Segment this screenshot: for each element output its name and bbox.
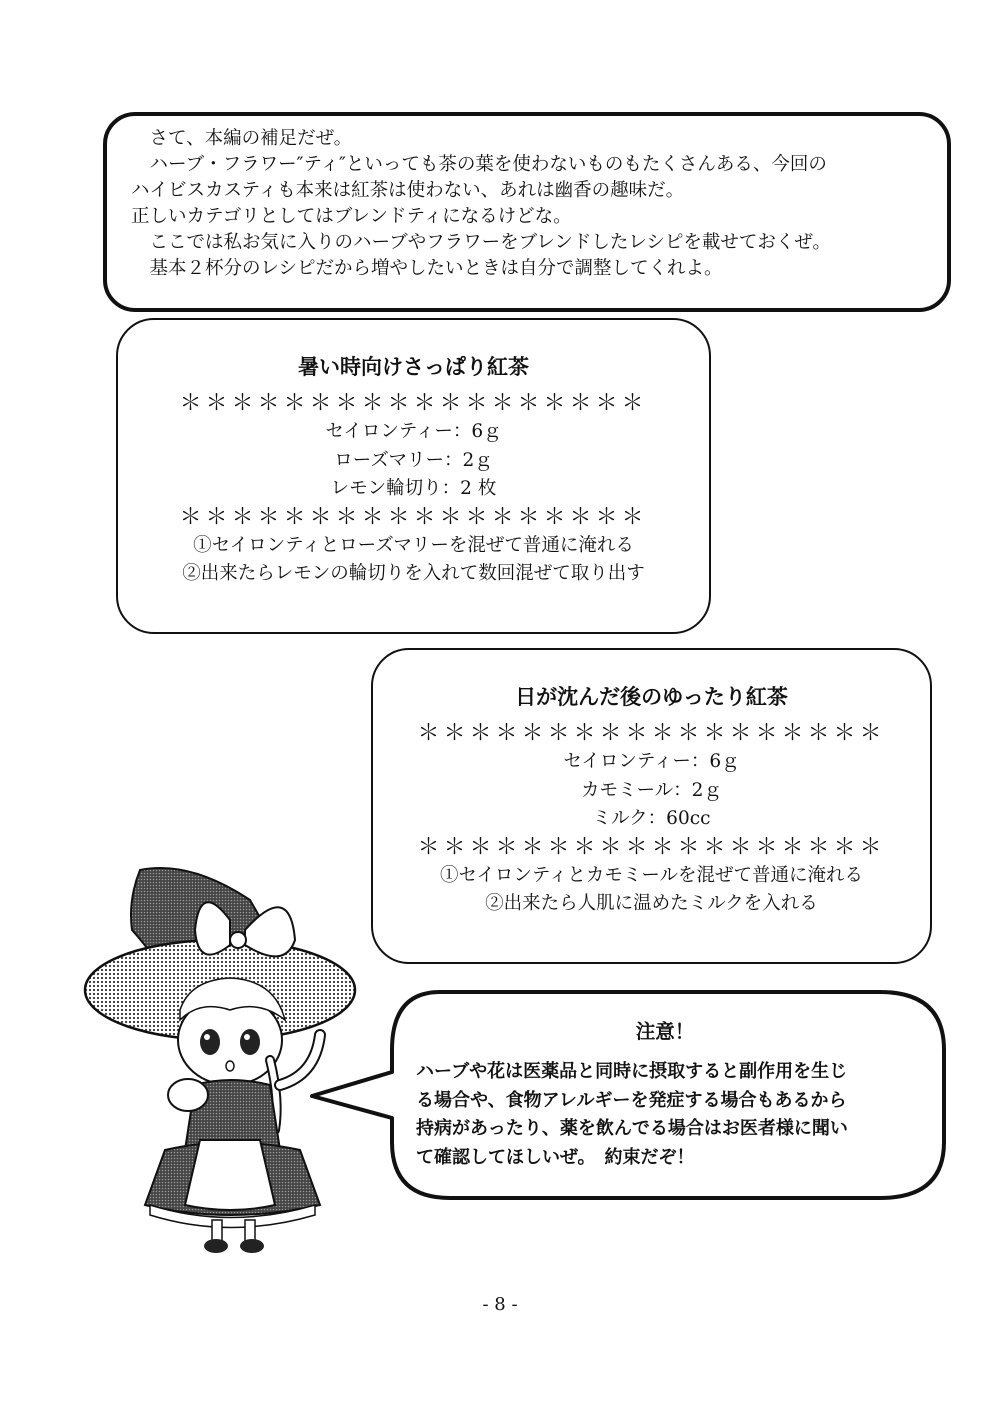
- star-divider: ＊＊＊＊＊＊＊＊＊＊＊＊＊＊＊＊＊＊: [179, 391, 648, 416]
- recipe-step: ①セイロンティとカモミールを混ぜて普通に淹れる: [439, 864, 864, 886]
- note-line: ハーブや花は医薬品と同時に摂取すると副作用を生じ: [416, 1061, 848, 1082]
- ingredient: ローズマリー：2ｇ: [334, 449, 493, 471]
- recipe-title: 日が沈んだ後のゆったり紅茶: [515, 685, 788, 709]
- intro-line: さて、本編の補足だぜ。: [131, 128, 353, 149]
- ingredient: セイロンティー：6ｇ: [563, 751, 740, 772]
- ingredient: ミルク：60cc: [592, 808, 711, 829]
- recipe-title: 暑い時向けさっぱり紅茶: [298, 355, 529, 379]
- ingredient: セイロンティー：6ｇ: [325, 421, 502, 442]
- star-divider: ＊＊＊＊＊＊＊＊＊＊＊＊＊＊＊＊＊＊: [417, 721, 886, 746]
- recipe-step: ①セイロンティとローズマリーを混ぜて普通に淹れる: [193, 534, 634, 556]
- intro-line: ハーブ・フラワー″ティ″といっても茶の葉を使わないものもたくさんある、今回の: [131, 154, 827, 175]
- note-line: る場合や、食物アレルギーを発症する場合もあるから: [416, 1089, 847, 1111]
- note-line: 持病があったり、薬を飲んでる場合はお医者様に聞い: [416, 1118, 848, 1139]
- ingredient: レモン輪切り：2 枚: [330, 478, 497, 499]
- recipe-step: ②出来たらレモンの輪切りを入れて数回混ぜて取り出す: [182, 563, 645, 584]
- intro-line: ハイビスカスティも本来は紅茶は使わない、あれは幽香の趣味だ。: [131, 180, 685, 201]
- note-title: 注意！: [635, 1020, 695, 1043]
- note-line: て確認してほしいぜ。 約束だぞ！: [416, 1146, 695, 1168]
- intro-line: 正しいカテゴリとしてはブレンドティになるけどな。: [131, 206, 572, 227]
- intro-line: ここでは私お気に入りのハーブやフラワーをブレンドしたレシピを載せておくぜ。: [131, 232, 831, 253]
- intro-line: 基本２杯分のレシピだから増やしたいときは自分で調整してくれよ。: [131, 258, 723, 279]
- witch-character-illustration: [80, 860, 360, 1260]
- page-number: - 8 -: [482, 1294, 518, 1315]
- star-divider: ＊＊＊＊＊＊＊＊＊＊＊＊＊＊＊＊＊＊: [417, 834, 886, 860]
- ingredient: カモミール：2ｇ: [581, 779, 722, 801]
- caution-note: [392, 1000, 940, 1192]
- star-divider: ＊＊＊＊＊＊＊＊＊＊＊＊＊＊＊＊＊＊: [179, 504, 648, 530]
- recipe-step: ②出来たら人肌に温めたミルクを入れる: [485, 893, 818, 914]
